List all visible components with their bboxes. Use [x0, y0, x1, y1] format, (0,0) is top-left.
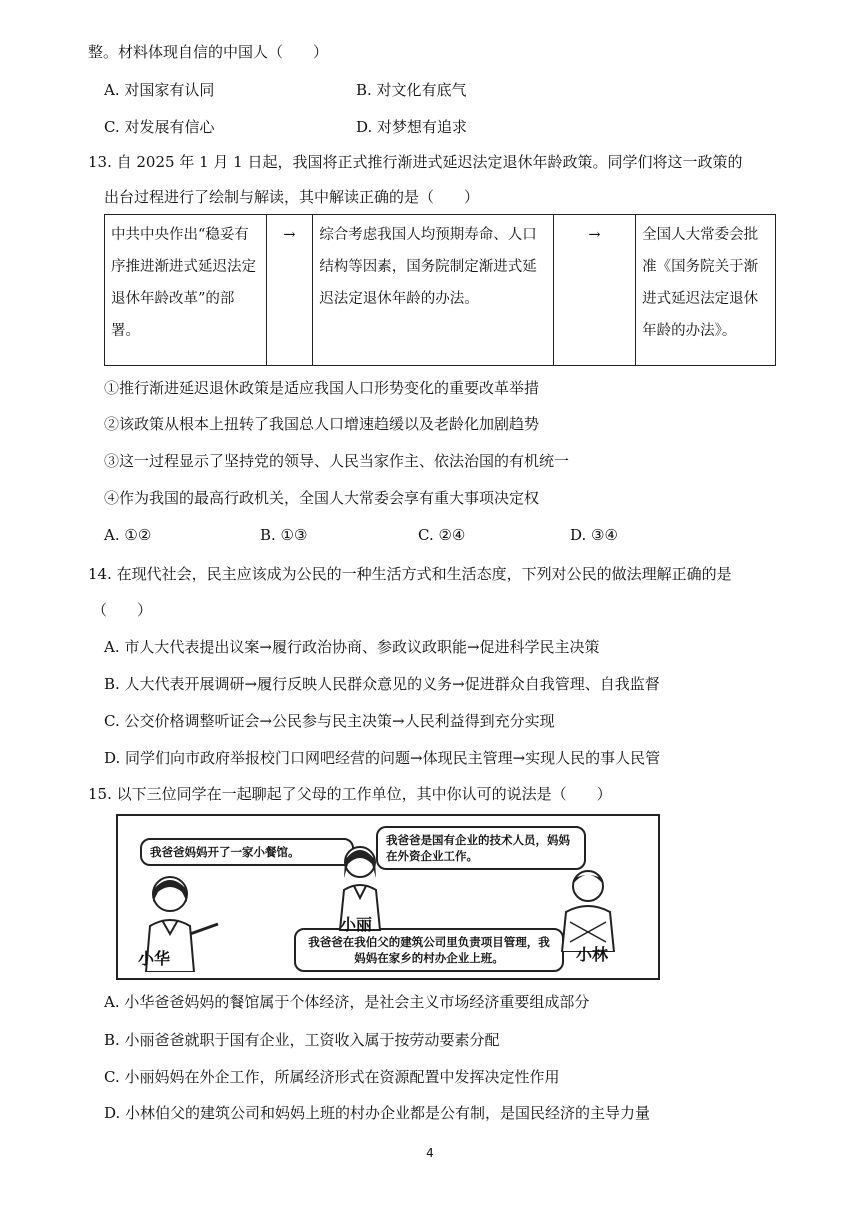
name-label-xiaolin: 小林 [576, 945, 609, 964]
name-label-xiaoli: 小丽 [340, 915, 373, 934]
q14-stem-line1: 14. 在现代社会，民主应该成为公民的一种生活方式和生活态度，下列对公民的做法理解正确的是 [88, 565, 732, 583]
q12-option-d: D. 对梦想有追求 [356, 118, 468, 136]
q13-stem-line2: 出台过程进行了绘制与解读，其中解读正确的是（ ） [104, 188, 480, 206]
q15-option-a: A. 小华爸爸妈妈的餐馆属于个体经济，是社会主义市场经济重要组成部分 [104, 993, 590, 1011]
q12-option-a: A. 对国家有认同 [104, 81, 215, 99]
q14-option-b: B. 人大代表开展调研→履行反映人民群众意见的义务→促进群众自我管理、自我监督 [104, 675, 660, 693]
q13-statement-4: ④作为我国的最高行政机关，全国人大常委会享有重大事项决定权 [104, 489, 540, 507]
q13-option-c: C. ②④ [418, 526, 466, 544]
q13-statement-1: ①推行渐进延迟退休政策是适应我国人口形势变化的重要改革举措 [104, 379, 540, 397]
q14-option-d: D. 同学们向市政府举报校门口网吧经营的问题→体现民主管理→实现人民的事人民管 [104, 749, 661, 767]
speech-bubble-xiaolin: 我爸爸在我伯父的建筑公司里负责项目管理，我妈妈在家乡的村办企业上班。 [294, 928, 564, 972]
q12-option-c: C. 对发展有信心 [104, 118, 215, 136]
q13-statement-3: ③这一过程显示了坚持党的领导、人民当家作主、依法治国的有机统一 [104, 452, 570, 470]
q13-statement-2: ②该政策从根本上扭转了我国总人口增速趋缓以及老龄化加剧趋势 [104, 415, 540, 433]
speech-bubble-xiaoli: 我爸爸是国有企业的技术人员，妈妈在外资企业工作。 [376, 826, 586, 870]
q13-stem-line1: 13. 自 2025 年 1 月 1 日起，我国将正式推行渐进式延迟法定退休年龄政策。同学们将这一政策的 [88, 153, 743, 171]
q15-option-d: D. 小林伯父的建筑公司和妈妈上班的村办企业都是公有制，是国民经济的主导力量 [104, 1104, 651, 1122]
flow-arrow-icon: → [553, 215, 635, 366]
q14-stem-line2: （ ） [92, 601, 153, 619]
name-label-xiaohua: 小华 [138, 949, 171, 968]
flow-box-npc-standing-committee: 全国人大常委会批准《国务院关于渐进式延迟法定退休年龄的办法》。 [636, 215, 776, 366]
q13-option-a: A. ①② [104, 526, 152, 544]
policy-flow-table [104, 214, 776, 366]
student-figure-xiaolin [554, 862, 624, 952]
speech-bubble-xiaohua: 我爸爸妈妈开了一家小餐馆。 [140, 838, 354, 866]
cartoon-illustration [116, 814, 660, 980]
q13-option-b: B. ①③ [260, 526, 308, 544]
q15-stem: 15. 以下三位同学在一起聊起了父母的工作单位，其中你认可的说法是（ ） [88, 785, 612, 803]
q13-option-d: D. ③④ [570, 526, 618, 544]
q12-option-b: B. 对文化有底气 [356, 81, 467, 99]
flow-box-central-committee: 中共中央作出“稳妥有序推进渐进式延迟法定退休年龄改革”的部署。 [105, 215, 267, 366]
q14-option-c: C. 公交价格调整听证会→公民参与民主决策→人民利益得到充分实现 [104, 712, 555, 730]
q12-tail: 整。材料体现自信的中国人（ ） [88, 43, 329, 61]
flow-arrow-icon: → [266, 215, 313, 366]
q15-option-b: B. 小丽爸爸就职于国有企业，工资收入属于按劳动要素分配 [104, 1031, 500, 1049]
q15-option-c: C. 小丽妈妈在外企工作，所属经济形式在资源配置中发挥决定性作用 [104, 1068, 560, 1086]
flow-box-state-council: 综合考虑我国人均预期寿命、人口结构等因素，国务院制定渐进式延迟法定退休年龄的办法。 [313, 215, 554, 366]
q14-option-a: A. 市人大代表提出议案→履行政治协商、参政议政职能→促进科学民主决策 [104, 638, 600, 656]
page-number: 4 [426, 1146, 434, 1160]
